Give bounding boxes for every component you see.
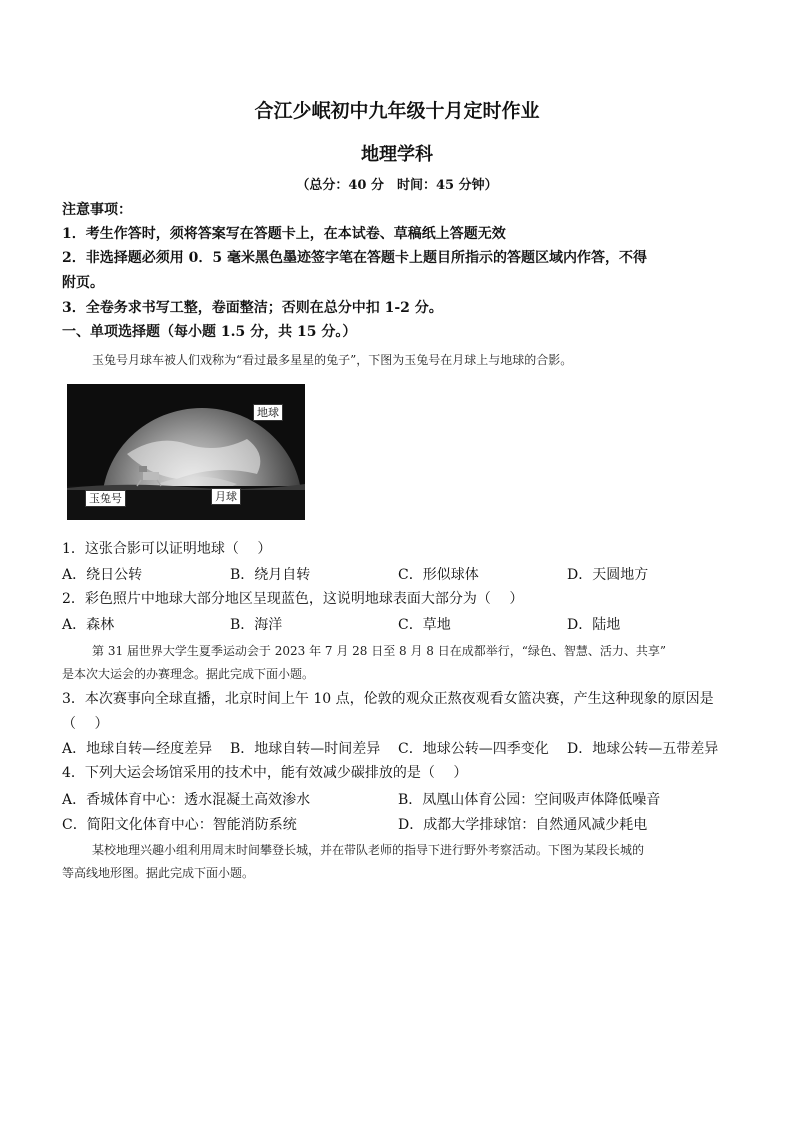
section-heading: 一、单项选择题（每小题 1.5 分，共 15 分。） [62, 324, 357, 340]
option-row [62, 614, 742, 634]
option-row [62, 814, 742, 834]
option-d[interactable]: D．地球公转—五带差异 [567, 741, 719, 757]
option-c[interactable]: C．形似球体 [398, 567, 479, 583]
question-stem: （ ） [62, 716, 109, 732]
photo-label-earth: 地球 [253, 404, 283, 421]
option-b[interactable]: B．凤凰山体育公园：空间吸声体降低噪音 [398, 792, 661, 808]
option-d[interactable]: D．陆地 [567, 617, 621, 633]
page-title: 合江少岷初中九年级十月定时作业 [254, 100, 540, 122]
option-row [62, 738, 742, 758]
intro-paragraph: 是本次大运会的办赛理念。据此完成下面小题。 [62, 667, 315, 681]
option-row [62, 789, 742, 809]
option-a[interactable]: A．森林 [62, 617, 115, 633]
note-item: 3．全卷务求书写工整，卷面整洁；否则在总分中扣 1-2 分。 [62, 300, 443, 316]
subject-title: 地理学科 [361, 144, 433, 165]
question-stem: 1．这张合影可以证明地球（ ） [62, 541, 272, 557]
photo-label-rover: 玉兔号 [85, 490, 126, 507]
intro-paragraph: 等高线地形图。据此完成下面小题。 [62, 866, 255, 880]
option-b[interactable]: B．绕月自转 [230, 567, 311, 583]
notes-heading: 注意事项： [62, 202, 132, 218]
option-d[interactable]: D．天圆地方 [567, 567, 649, 583]
option-b[interactable]: B．海洋 [230, 617, 283, 633]
option-c[interactable]: C．地球公转—四季变化 [398, 741, 549, 757]
option-row [62, 564, 742, 584]
option-b[interactable]: B．地球自转—时间差异 [230, 741, 381, 757]
option-a[interactable]: A．香城体育中心：透水混凝土高效渗水 [62, 792, 311, 808]
option-c[interactable]: C．草地 [398, 617, 451, 633]
intro-paragraph: 第 31 届世界大学生夏季运动会于 2023 年 7 月 28 日至 8 月 8 日在成都举行，“绿色、智慧、活力、共享” [92, 644, 667, 658]
question-stem: 3．本次赛事向全球直播，北京时间上午 10 点，伦敦的观众正熬夜观看女篮决赛，产生这种现象的原因是 [62, 691, 714, 707]
photo-label-moon: 月球 [211, 488, 241, 505]
score-info: （总分：40 分 时间：45 分钟） [296, 178, 498, 193]
note-item: 附页。 [62, 275, 104, 291]
intro-paragraph: 某校地理兴趣小组利用周末时间攀登长城，并在带队老师的指导下进行野外考察活动。下图为某段长城的 [92, 843, 645, 857]
note-item: 1．考生作答时，须将答案写在答题卡上，在本试卷、草稿纸上答题无效 [62, 226, 506, 242]
earth-moon-photo [67, 384, 305, 520]
intro-paragraph: 玉兔号月球车被人们戏称为“看过最多星星的兔子”，下图为玉兔号在月球上与地球的合影。 [92, 353, 573, 367]
question-stem: 2．彩色照片中地球大部分地区呈现蓝色，这说明地球表面大部分为（ ） [62, 591, 524, 607]
option-c[interactable]: C．简阳文化体育中心：智能消防系统 [62, 817, 297, 833]
option-a[interactable]: A．地球自转—经度差异 [62, 741, 213, 757]
question-stem: 4．下列大运会场馆采用的技术中，能有效减少碳排放的是（ ） [62, 765, 468, 781]
option-a[interactable]: A．绕日公转 [62, 567, 143, 583]
option-d[interactable]: D．成都大学排球馆：自然通风减少耗电 [398, 817, 648, 833]
note-item: 2．非选择题必须用 0．5 毫米黑色墨迹签字笔在答题卡上题目所指示的答题区域内作答，不得 [62, 250, 647, 266]
